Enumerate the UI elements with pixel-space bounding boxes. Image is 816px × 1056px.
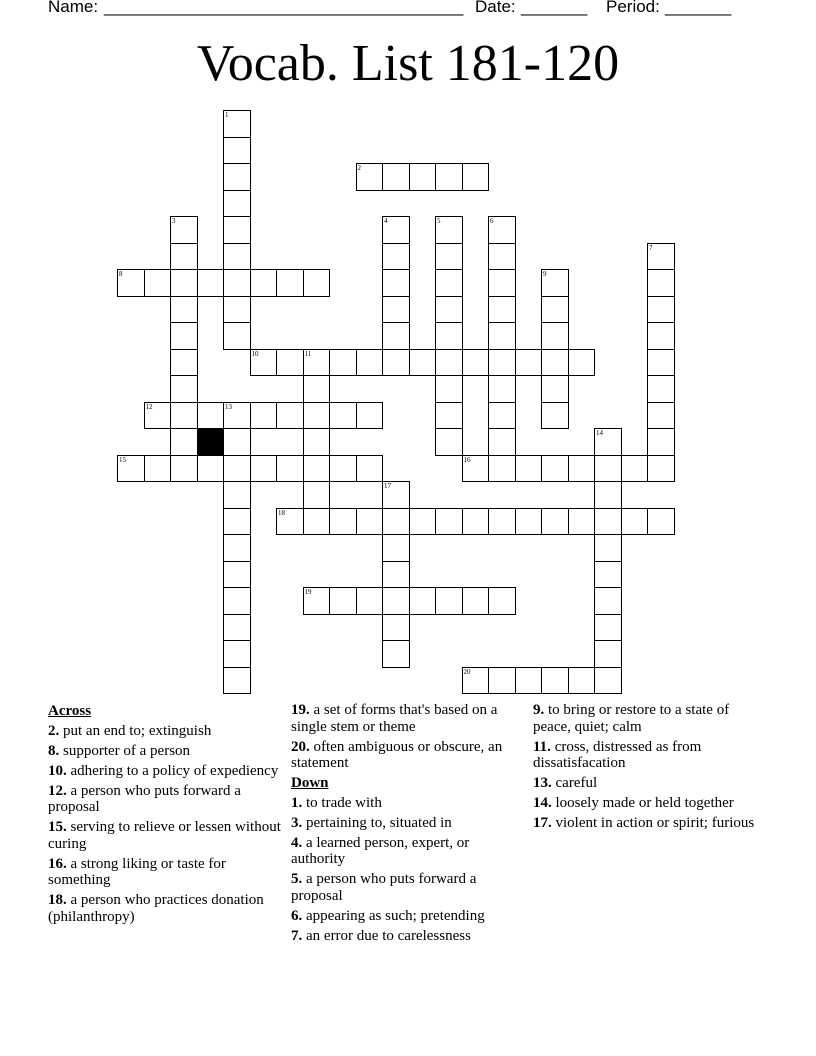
clue-item [291, 702, 526, 735]
crossword-cell[interactable] [541, 375, 569, 403]
crossword-cell[interactable] [488, 349, 516, 377]
crossword-cell[interactable] [541, 455, 569, 483]
clues-column-2 [291, 702, 526, 948]
crossword-cell[interactable] [515, 455, 543, 483]
crossword-cell[interactable] [382, 269, 410, 297]
clue-item [48, 783, 283, 816]
clue-number-label: 17. [533, 815, 552, 831]
across-heading: Across [48, 703, 92, 719]
name-label: Name: [48, 0, 99, 16]
crossword-cell[interactable] [488, 322, 516, 350]
crossword-cell[interactable] [303, 269, 331, 297]
clue-number: 4 [384, 217, 388, 225]
crossword-cell[interactable] [223, 614, 251, 642]
clue-number: 2 [357, 164, 361, 172]
clue-text: a set of forms that's based on a single stem or theme [291, 702, 498, 735]
crossword-cell[interactable] [329, 508, 357, 536]
clue-text: loosely made or held together [555, 795, 734, 811]
crossword-cell[interactable] [276, 455, 304, 483]
crossword-cell[interactable] [409, 349, 437, 377]
clue-number: 3 [172, 217, 176, 225]
clue-number-label: 2. [48, 722, 60, 739]
clue-number: 17 [384, 482, 391, 490]
crossword-cell[interactable] [568, 508, 596, 536]
clue-number-label: 1. [291, 794, 303, 811]
crossword-cell[interactable] [356, 455, 384, 483]
crossword-cell[interactable] [541, 269, 569, 297]
clue-item [48, 763, 283, 780]
crossword-cell[interactable] [435, 216, 463, 244]
crossword-cell[interactable] [621, 508, 649, 536]
crossword-cell[interactable] [568, 667, 596, 695]
crossword-cell[interactable] [197, 402, 225, 430]
crossword-cell[interactable] [223, 322, 251, 350]
clue-item [291, 795, 526, 812]
clue-item [48, 856, 283, 889]
crossword-cell[interactable] [303, 349, 331, 377]
clue-number: 15 [119, 455, 126, 464]
crossword-cell[interactable] [435, 269, 463, 297]
clue-number: 1 [225, 111, 229, 119]
crossword-cell[interactable] [144, 455, 172, 483]
clue-text: appearing as such; pretending [306, 907, 485, 924]
crossword-cell[interactable] [488, 375, 516, 403]
crossword-cell[interactable] [647, 349, 675, 377]
crossword-cell[interactable] [594, 481, 622, 509]
crossword-cell[interactable] [356, 402, 384, 430]
clue-text: a person who puts forward a proposal [48, 782, 241, 815]
crossword-cell[interactable] [462, 163, 490, 191]
crossword-cell[interactable] [409, 508, 437, 536]
clue-number-label: 8. [48, 742, 60, 759]
crossword-cell[interactable] [382, 640, 410, 668]
clue-number-label: 16. [48, 855, 67, 872]
crossword-cell[interactable] [568, 349, 596, 377]
crossword-cell[interactable] [594, 614, 622, 642]
clue-number: 12 [145, 402, 153, 411]
clue-number-label: 20. [291, 738, 310, 755]
clue-number: 18 [278, 508, 285, 517]
crossword-cell[interactable] [117, 455, 145, 483]
crossword-cell[interactable] [382, 296, 410, 324]
crossword-cell[interactable] [621, 455, 649, 483]
clue-number: 14 [596, 429, 603, 437]
crossword-cell[interactable] [435, 322, 463, 350]
clue-number: 7 [649, 243, 653, 252]
clue-item [48, 743, 283, 760]
crossword-cell[interactable] [382, 587, 410, 615]
crossword-cell[interactable] [223, 640, 251, 668]
crossword-cell[interactable] [223, 402, 251, 430]
clue-number-label: 15. [48, 819, 67, 835]
crossword-cell[interactable] [647, 269, 675, 297]
clue-item [291, 815, 526, 832]
crossword-cell[interactable] [594, 428, 622, 456]
clue-number: 9 [543, 270, 547, 278]
crossword-cell[interactable] [170, 428, 198, 456]
clue-number-label: 13. [533, 775, 552, 791]
clue-item [533, 795, 768, 812]
crossword-cell[interactable] [541, 667, 569, 695]
crossword-cell[interactable] [594, 667, 622, 695]
crossword-cell[interactable] [250, 402, 278, 430]
clue-item [48, 723, 283, 740]
clue-number-label: 6. [291, 907, 303, 924]
crossword-cell[interactable] [488, 508, 516, 536]
clue-item [533, 775, 768, 792]
crossword-cell[interactable] [488, 667, 516, 695]
clues-column-3 [533, 702, 768, 835]
clue-number-label: 5. [291, 871, 303, 887]
clue-number-label: 3. [291, 814, 303, 831]
crossword-cell[interactable] [515, 349, 543, 377]
clue-number-label: 4. [291, 834, 303, 851]
crossword-cell[interactable] [250, 349, 278, 377]
clue-number-label: 11. [533, 738, 551, 755]
clue-number-label: 12. [48, 782, 67, 799]
clue-item [291, 908, 526, 925]
crossword-cell[interactable] [223, 587, 251, 615]
down-heading: Down [291, 775, 329, 791]
crossword-cell[interactable] [223, 534, 251, 562]
crossword-cell[interactable] [594, 587, 622, 615]
clue-number-label: 18. [48, 892, 67, 908]
crossword-cell[interactable] [488, 216, 516, 244]
crossword-cell[interactable] [488, 428, 516, 456]
crossword-cell[interactable] [594, 455, 622, 483]
crossword-cell[interactable] [303, 455, 331, 483]
clue-text: a person who puts forward a proposal [291, 871, 477, 904]
crossword-cell[interactable] [647, 508, 675, 536]
crossword-cell[interactable] [488, 587, 516, 615]
crossword-cell[interactable] [435, 243, 463, 271]
crossword-cell[interactable] [223, 243, 251, 271]
clue-text: put an end to; extinguish [63, 722, 212, 739]
crossword-cell[interactable] [223, 508, 251, 536]
crossword-cell[interactable] [250, 269, 278, 297]
clue-item [291, 871, 526, 904]
crossword-cell[interactable] [541, 402, 569, 430]
crossword-cell[interactable] [223, 455, 251, 483]
crossword-cell[interactable] [356, 163, 384, 191]
clue-number: 11 [304, 349, 312, 358]
clue-item [291, 928, 526, 945]
crossword-cell[interactable] [356, 349, 384, 377]
crossword-cell[interactable] [594, 534, 622, 562]
crossword-cell[interactable] [409, 163, 437, 191]
crossword-cell[interactable] [488, 402, 516, 430]
clue-item [291, 835, 526, 868]
clue-number: 13 [225, 402, 232, 411]
crossword-cell[interactable] [382, 163, 410, 191]
crossword-cell[interactable] [303, 402, 331, 430]
crossword-cell[interactable] [356, 508, 384, 536]
clue-number-label: 10. [48, 762, 67, 779]
crossword-cell[interactable] [223, 269, 251, 297]
crossword-cell[interactable] [223, 216, 251, 244]
crossword-cell[interactable] [594, 508, 622, 536]
crossword-cell[interactable] [462, 667, 490, 695]
crossword-cell[interactable] [647, 375, 675, 403]
crossword-cell[interactable] [435, 375, 463, 403]
clue-text: a strong liking or taste for something [48, 855, 226, 888]
crossword-cell[interactable] [170, 296, 198, 324]
clue-text: supporter of a person [63, 742, 191, 759]
crossword-cell[interactable] [382, 614, 410, 642]
crossword-cell[interactable] [647, 296, 675, 324]
crossword-cell[interactable] [382, 508, 410, 536]
crossword-cell[interactable] [488, 243, 516, 271]
clue-number-label: 7. [291, 927, 303, 944]
crossword-cell[interactable] [462, 455, 490, 483]
clues-column-1 [48, 702, 283, 929]
crossword-cell[interactable] [223, 296, 251, 324]
period-field[interactable]: _______ [665, 0, 732, 16]
crossword-cell[interactable] [170, 349, 198, 377]
crossword-cell[interactable] [223, 190, 251, 218]
crossword-cell[interactable] [515, 667, 543, 695]
clue-text: violent in action or spirit; furious [555, 815, 755, 831]
crossword-cell[interactable] [276, 269, 304, 297]
clue-number: 19 [304, 588, 312, 596]
clue-text: a person who practices donation (philanthropy) [48, 892, 264, 925]
crossword-cell[interactable] [488, 455, 516, 483]
period-label: Period: [606, 0, 660, 16]
crossword-cell[interactable] [462, 349, 490, 377]
crossword-cell[interactable] [594, 561, 622, 589]
crossword-cell[interactable] [435, 349, 463, 377]
clue-number: 8 [119, 270, 123, 278]
clue-number: 6 [490, 217, 494, 225]
clue-text: to bring or restore to a state of peace, quiet; calm [533, 702, 730, 735]
crossword-cell[interactable] [170, 322, 198, 350]
crossword-cell[interactable] [462, 508, 490, 536]
crossword-cell[interactable] [303, 508, 331, 536]
clue-item [533, 739, 768, 772]
crossword-cell[interactable] [382, 349, 410, 377]
clue-number: 20 [463, 667, 471, 676]
crossword-cell[interactable] [647, 428, 675, 456]
crossword-cell[interactable] [303, 481, 331, 509]
crossword-cell[interactable] [409, 587, 437, 615]
crossword-cell[interactable] [647, 455, 675, 483]
crossword-cell[interactable] [382, 481, 410, 509]
crossword-cell[interactable] [250, 455, 278, 483]
page-title: Vocab. List 181-120 [196, 35, 620, 92]
crossword-cell[interactable] [303, 587, 331, 615]
clue-number: 16 [463, 455, 471, 464]
crossword-cell[interactable] [276, 349, 304, 377]
clue-item [533, 815, 768, 832]
crossword-cell[interactable] [170, 455, 198, 483]
crossword-cell[interactable] [144, 269, 172, 297]
clue-item [291, 739, 526, 772]
crossword-cell[interactable] [515, 508, 543, 536]
crossword-cell[interactable] [117, 269, 145, 297]
crossword-cell[interactable] [382, 534, 410, 562]
crossword-cell[interactable] [382, 243, 410, 271]
crossword-cell[interactable] [382, 561, 410, 589]
clue-item [533, 702, 768, 735]
crossword-cell[interactable] [541, 349, 569, 377]
crossword-cell[interactable] [223, 163, 251, 191]
crossword-cell[interactable] [382, 216, 410, 244]
clue-text: adhering to a policy of expediency [70, 762, 279, 779]
crossword-cell[interactable] [541, 508, 569, 536]
crossword-cell[interactable] [276, 508, 304, 536]
crossword-cell[interactable] [329, 349, 357, 377]
crossword-cell[interactable] [329, 455, 357, 483]
crossword-cell[interactable] [462, 587, 490, 615]
crossword-cell[interactable] [170, 269, 198, 297]
crossword-cell[interactable] [541, 296, 569, 324]
clue-number: 10 [251, 349, 259, 358]
crossword-cell[interactable] [435, 508, 463, 536]
crossword-cell[interactable] [356, 587, 384, 615]
crossword-cell[interactable] [594, 640, 622, 668]
shaded-cell [197, 428, 225, 456]
crossword-cell[interactable] [435, 587, 463, 615]
crossword-cell[interactable] [435, 402, 463, 430]
crossword-cell[interactable] [170, 375, 198, 403]
crossword-cell[interactable] [303, 375, 331, 403]
clue-text: often ambiguous or obscure, an statement [291, 738, 503, 771]
crossword-cell[interactable] [488, 269, 516, 297]
crossword-cell[interactable] [144, 402, 172, 430]
crossword-cell[interactable] [276, 402, 304, 430]
name-field[interactable]: ______________________________________ [104, 0, 464, 16]
crossword-cell[interactable] [197, 455, 225, 483]
clue-text: a learned person, expert, or authority [291, 834, 470, 867]
crossword-cell[interactable] [647, 322, 675, 350]
crossword-cell[interactable] [223, 428, 251, 456]
crossword-cell[interactable] [647, 243, 675, 271]
crossword-cell[interactable] [223, 110, 251, 138]
date-label: Date: [475, 0, 516, 16]
crossword-cell[interactable] [382, 322, 410, 350]
clue-text: an error due to carelessness [306, 927, 471, 944]
crossword-cell[interactable] [488, 296, 516, 324]
crossword-cell[interactable] [197, 269, 225, 297]
crossword-cell[interactable] [223, 481, 251, 509]
clue-number-label: 19. [291, 702, 310, 718]
clue-text: careful [555, 775, 598, 791]
crossword-cell[interactable] [435, 296, 463, 324]
crossword-cell[interactable] [568, 455, 596, 483]
clue-item [48, 819, 283, 852]
crossword-cell[interactable] [647, 402, 675, 430]
clue-number-label: 14. [533, 795, 552, 811]
crossword-cell[interactable] [170, 402, 198, 430]
crossword-cell[interactable] [435, 163, 463, 191]
crossword-cell[interactable] [223, 561, 251, 589]
crossword-cell[interactable] [303, 428, 331, 456]
clue-text: to trade with [306, 794, 382, 811]
crossword-cell[interactable] [223, 667, 251, 695]
clue-text: cross, distressed as from dissatisfacation [533, 738, 702, 771]
clue-number: 5 [437, 217, 441, 225]
crossword-cell[interactable] [329, 402, 357, 430]
crossword-cell[interactable] [541, 322, 569, 350]
crossword-cell[interactable] [170, 243, 198, 271]
clue-item [48, 892, 283, 925]
clue-number-label: 9. [533, 702, 545, 718]
date-field[interactable]: _______ [521, 0, 588, 16]
clue-text: serving to relieve or lessen without curing [48, 819, 281, 852]
crossword-cell[interactable] [329, 587, 357, 615]
crossword-cell[interactable] [223, 137, 251, 165]
clue-text: pertaining to, situated in [306, 814, 452, 831]
crossword-cell[interactable] [170, 216, 198, 244]
crossword-cell[interactable] [435, 428, 463, 456]
